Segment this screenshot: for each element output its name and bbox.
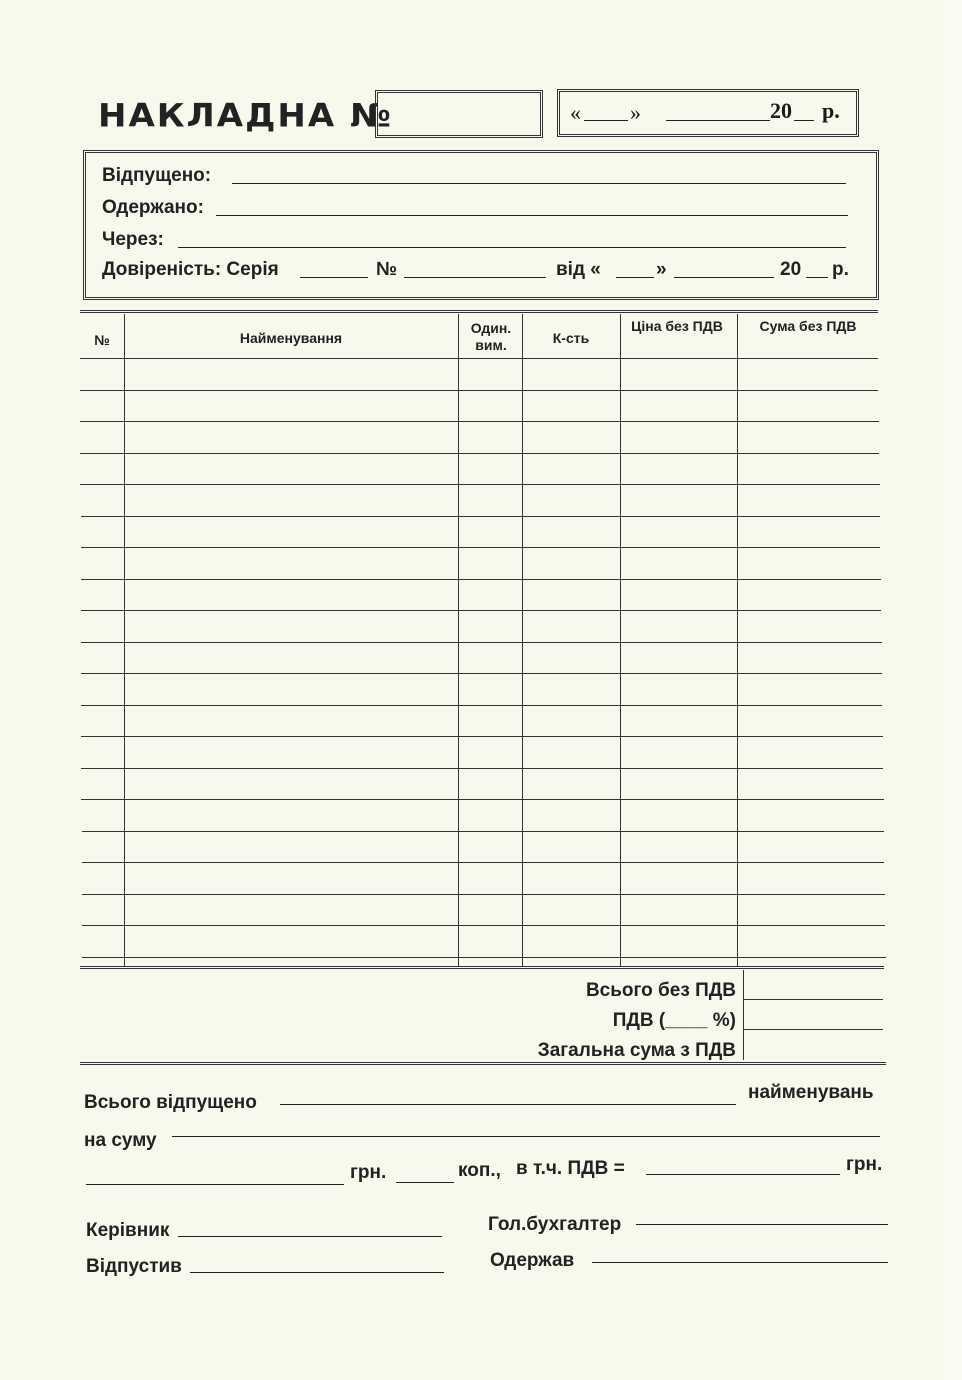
vat-label: ПДВ (____ %) — [612, 1010, 736, 1031]
items-label: найменувань — [748, 1082, 874, 1103]
column-divider — [124, 314, 125, 966]
poa-year-field[interactable] — [806, 277, 828, 278]
table-row[interactable] — [81, 768, 883, 769]
received-field[interactable] — [216, 215, 848, 216]
col-header-qty: К-сть — [552, 330, 590, 346]
kop-label: коп., — [458, 1160, 501, 1181]
table-row[interactable] — [81, 705, 882, 706]
total-without-vat-label: Всього без ПДВ — [585, 980, 736, 1001]
col-header-name: Найменування — [239, 330, 343, 346]
table-row[interactable] — [80, 390, 878, 391]
received-by-label: Одержав — [490, 1250, 575, 1271]
chief-accountant-label: Гол.бухгалтер — [488, 1214, 622, 1235]
series-field[interactable] — [300, 277, 368, 278]
col-header-sum: Сума без ПДВ — [759, 318, 857, 334]
form-title: НАКЛАДНА № — [98, 97, 393, 135]
received-by-signature-field[interactable] — [592, 1262, 888, 1263]
amount-field[interactable] — [172, 1136, 880, 1137]
invoice-number-field[interactable] — [375, 90, 543, 138]
poa-close-quote: » — [656, 259, 667, 280]
column-divider — [458, 314, 459, 966]
table-row[interactable] — [81, 547, 881, 548]
via-field[interactable] — [178, 247, 846, 248]
table-row[interactable] — [82, 862, 885, 863]
poa-number-field[interactable] — [404, 277, 546, 278]
table-row[interactable] — [82, 894, 885, 895]
from-label: від « — [556, 259, 601, 280]
table-row[interactable] — [81, 516, 881, 517]
released-by-label: Відпустив — [86, 1256, 182, 1277]
total-with-vat-label: Загальна сума з ПДВ — [537, 1040, 736, 1061]
col-header-num: № — [94, 332, 110, 348]
manager-signature-field[interactable] — [178, 1236, 442, 1237]
column-divider — [522, 314, 523, 966]
chief-accountant-signature-field[interactable] — [636, 1224, 888, 1225]
table-row[interactable] — [81, 642, 882, 643]
table-row[interactable] — [80, 484, 879, 485]
total-released-label: Всього відпущено — [84, 1092, 257, 1113]
column-divider — [737, 314, 738, 966]
table-row[interactable] — [81, 610, 881, 611]
uah2-label: грн. — [846, 1154, 883, 1175]
power-of-attorney-label: Довіреність: Серія — [102, 259, 279, 280]
released-label: Відпущено: — [102, 165, 212, 186]
table-row[interactable] — [81, 579, 881, 580]
uah-label: грн. — [350, 1162, 387, 1183]
close-quote: » — [630, 100, 641, 125]
col-header-price: Ціна без ПДВ — [631, 318, 723, 334]
poa-day-field[interactable] — [616, 277, 654, 278]
table-row[interactable] — [82, 831, 885, 832]
table-row[interactable] — [81, 673, 882, 674]
kop-field[interactable] — [396, 1182, 454, 1183]
incl-vat-label: в т.ч. ПДВ = — [516, 1158, 625, 1179]
number-sign: № — [376, 259, 398, 280]
table-row[interactable] — [81, 799, 883, 800]
column-divider — [620, 314, 621, 966]
table-row[interactable] — [80, 421, 879, 422]
released-field[interactable] — [232, 183, 846, 184]
year-prefix: 20 — [770, 98, 792, 123]
table-row[interactable] — [82, 957, 886, 958]
via-label: Через: — [102, 229, 164, 250]
vat-field[interactable] — [743, 1029, 883, 1030]
poa-year-suffix: р. — [832, 259, 849, 280]
amount-words-field[interactable] — [86, 1184, 344, 1185]
table-row[interactable] — [80, 453, 879, 454]
year-suffix: р. — [822, 98, 840, 123]
total-released-field[interactable] — [280, 1104, 736, 1105]
parties-box — [83, 150, 879, 300]
poa-year-prefix: 20 — [780, 259, 802, 280]
table-row[interactable] — [81, 736, 883, 737]
table-row[interactable] — [82, 925, 885, 926]
poa-month-field[interactable] — [674, 277, 774, 278]
col-header-unit: Один. вим. — [470, 320, 512, 353]
amount-label: на суму — [84, 1130, 157, 1151]
vat-amount-field[interactable] — [646, 1174, 840, 1175]
manager-label: Керівник — [86, 1220, 170, 1241]
invoice-date-field[interactable] — [557, 89, 859, 137]
released-by-signature-field[interactable] — [190, 1272, 444, 1273]
received-label: Одержано: — [102, 197, 204, 218]
total-without-vat-field[interactable] — [743, 999, 883, 1000]
open-quote: « — [570, 100, 581, 125]
